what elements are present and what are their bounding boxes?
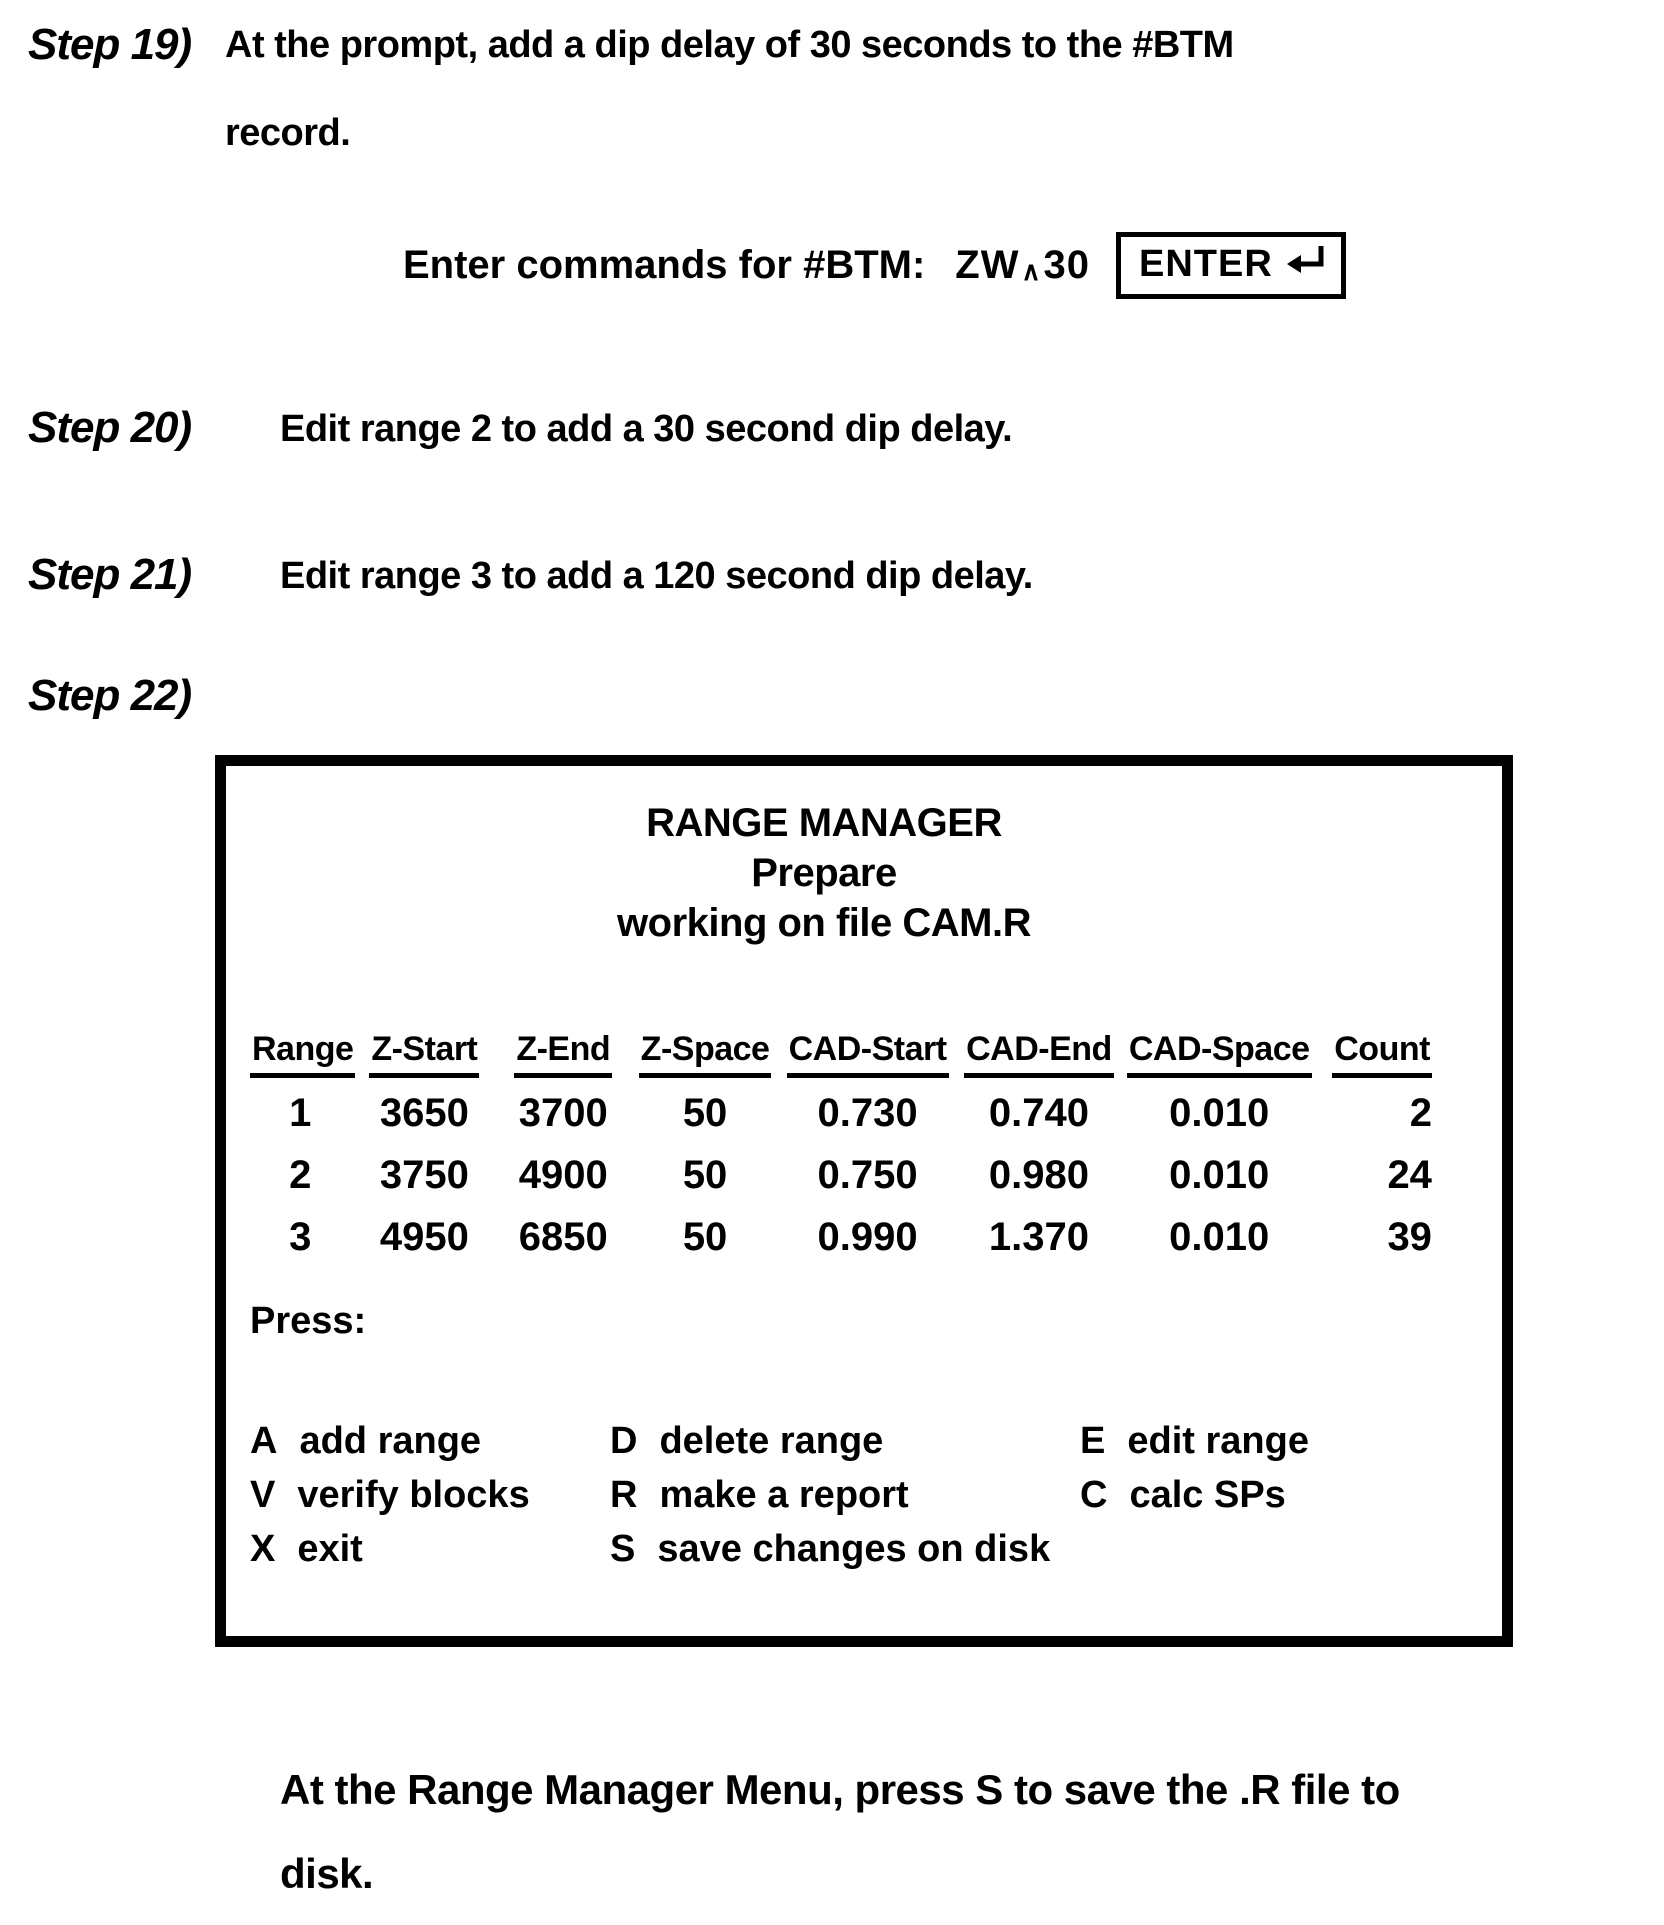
screen-mode: Prepare xyxy=(751,851,897,895)
menu-row-3 xyxy=(250,1522,1309,1576)
cell-cad-start: 0.990 xyxy=(817,1215,918,1259)
command-text xyxy=(955,243,1090,288)
menu-item-label: delete range xyxy=(659,1420,884,1462)
column-header-z-start: Z-Start xyxy=(350,1030,498,1078)
menu-item-label: add range xyxy=(299,1420,482,1462)
cell-z-space: 50 xyxy=(682,1215,728,1259)
menu-row-1 xyxy=(250,1414,1309,1468)
ranges-table xyxy=(250,1030,1432,1260)
cell-cad-start: 0.730 xyxy=(817,1091,918,1135)
cell-cad-end: 1.370 xyxy=(988,1215,1089,1259)
step-20-label: Step 20) xyxy=(28,403,192,452)
column-header-range: Range xyxy=(250,1030,350,1078)
step-19-text-line-2: record. xyxy=(225,112,351,154)
column-header-count: Count xyxy=(1314,1030,1432,1078)
cell-z-end: 4900 xyxy=(518,1153,608,1197)
menu-key: V xyxy=(250,1474,276,1516)
enter-key xyxy=(1116,232,1346,299)
column-header-cad-end: CAD-End xyxy=(953,1030,1124,1078)
menu-key: A xyxy=(250,1420,278,1462)
menu-item-delete-range xyxy=(610,1414,1080,1468)
command-menu xyxy=(250,1414,1309,1576)
cell-count: 39 xyxy=(1387,1215,1432,1259)
column-header-z-space: Z-Space xyxy=(628,1030,782,1078)
menu-item-make-report xyxy=(610,1468,1080,1522)
cell-cad-end: 0.740 xyxy=(988,1091,1089,1135)
column-header-z-end: Z-End xyxy=(498,1030,628,1078)
cell-cad-space: 0.010 xyxy=(1169,1215,1270,1259)
menu-key: D xyxy=(610,1420,638,1462)
menu-key: X xyxy=(250,1528,276,1570)
table-header-row xyxy=(250,1030,1432,1078)
footer-text-line-2: disk. xyxy=(280,1850,374,1897)
footer-text-line-1: At the Range Manager Menu, press S to save the .R file to xyxy=(280,1766,1400,1813)
menu-item-calc-sps xyxy=(1080,1468,1309,1522)
cell-range: 2 xyxy=(289,1153,312,1197)
cell-cad-end: 0.980 xyxy=(988,1153,1089,1197)
table-row-3 xyxy=(250,1215,1432,1260)
menu-item-label: verify blocks xyxy=(297,1474,530,1516)
range-manager-screen xyxy=(215,755,1513,1647)
return-arrow-icon xyxy=(1285,243,1325,286)
screen-file-line: working on file CAM.R xyxy=(617,901,1031,945)
menu-spacer xyxy=(1080,1522,1309,1576)
press-label: Press: xyxy=(250,1300,367,1342)
menu-item-edit-range xyxy=(1080,1414,1309,1468)
menu-key: E xyxy=(1080,1420,1106,1462)
cell-cad-space: 0.010 xyxy=(1169,1153,1270,1197)
enter-key-label: ENTER xyxy=(1139,243,1273,285)
menu-item-save-changes xyxy=(610,1522,1080,1576)
cell-z-start: 3650 xyxy=(379,1091,469,1135)
step-21-label: Step 21) xyxy=(28,550,192,599)
space-caret-symbol: ∧ xyxy=(1021,256,1042,286)
menu-key: S xyxy=(610,1528,636,1570)
cell-z-space: 50 xyxy=(682,1153,728,1197)
column-header-cad-start: CAD-Start xyxy=(782,1030,953,1078)
step-21-text-line-1: Edit range 3 to add a 120 second dip delay. xyxy=(280,555,1033,597)
step-19-text-line-1: At the prompt, add a dip delay of 30 seconds to the #BTM xyxy=(225,24,1234,66)
table-row-2 xyxy=(250,1153,1432,1198)
menu-row-2 xyxy=(250,1468,1309,1522)
cell-range: 1 xyxy=(289,1091,312,1135)
cell-count: 24 xyxy=(1387,1153,1432,1197)
step-20-text-line-1: Edit range 2 to add a 30 second dip delay. xyxy=(280,408,1013,450)
cell-z-space: 50 xyxy=(682,1091,728,1135)
menu-item-exit xyxy=(250,1522,610,1576)
menu-item-add-range xyxy=(250,1414,610,1468)
cell-cad-start: 0.750 xyxy=(817,1153,918,1197)
menu-item-label: make a report xyxy=(659,1474,909,1516)
cell-cad-space: 0.010 xyxy=(1169,1091,1270,1135)
step-22-label: Step 22) xyxy=(28,671,192,720)
menu-item-label: edit range xyxy=(1127,1420,1309,1462)
screen-title: RANGE MANAGER xyxy=(646,801,1002,845)
menu-key: R xyxy=(610,1474,638,1516)
screen-title-block xyxy=(186,798,1462,948)
menu-item-verify-blocks xyxy=(250,1468,610,1522)
command-prefix: ZW xyxy=(955,243,1020,287)
command-suffix: 30 xyxy=(1043,243,1091,287)
cell-z-end: 6850 xyxy=(518,1215,608,1259)
cell-z-start: 3750 xyxy=(379,1153,469,1197)
menu-item-label: save changes on disk xyxy=(657,1528,1051,1570)
menu-item-label: exit xyxy=(297,1528,363,1570)
column-header-cad-space: CAD-Space xyxy=(1125,1030,1314,1078)
menu-item-label: calc SPs xyxy=(1129,1474,1286,1516)
step-19-label: Step 19) xyxy=(28,20,192,69)
prompt-line xyxy=(403,232,1346,299)
prompt-label: Enter commands for #BTM: xyxy=(403,243,926,287)
menu-key: C xyxy=(1080,1474,1108,1516)
cell-count: 2 xyxy=(1409,1091,1432,1135)
cell-z-end: 3700 xyxy=(518,1091,608,1135)
table-row-1 xyxy=(250,1091,1432,1136)
cell-range: 3 xyxy=(289,1215,312,1259)
cell-z-start: 4950 xyxy=(379,1215,469,1259)
